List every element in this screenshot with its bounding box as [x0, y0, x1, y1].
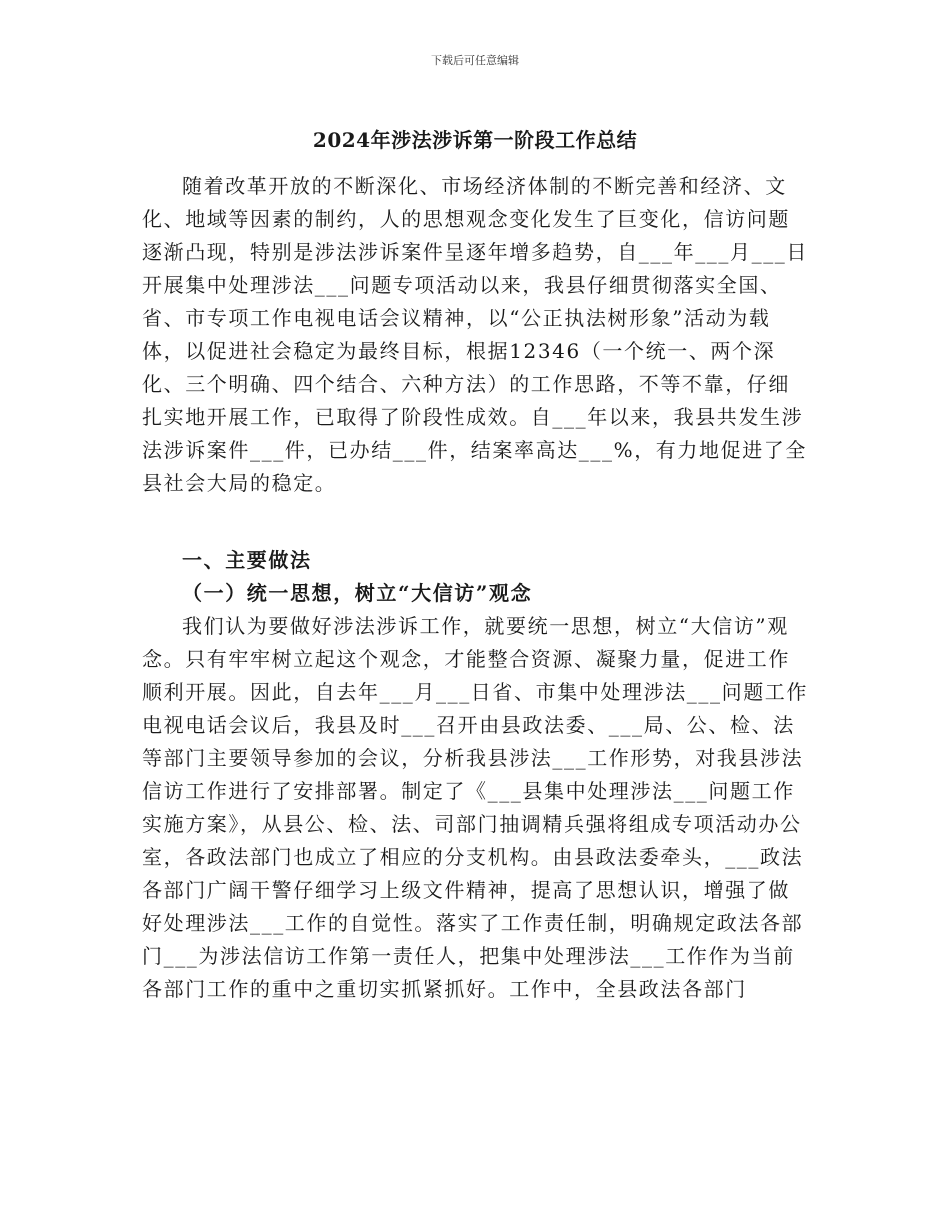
- subsection-body: [142, 610, 810, 1006]
- page-header-note: 下载后可任意编辑: [431, 54, 519, 67]
- section1-heading: 一、主要做法: [182, 548, 312, 572]
- subsection1-paragraph: 我们认为要做好涉法涉诉工作，就要统一思想，树立“大信访”观念。只有牢牢树立起这个观念，才能整合资源、凝聚力量，促进工作顺利开展。因此，自去年___月___日省、市集中处理涉法___问题工作电视电话会议后，我县及时___召开由县政法委、___局、公、检、法等部门主要领导参加的会议，分析我县涉法___工作形势，对我县涉法信访工作进行了安排部署。制定了《___县集中处理涉法___问题工作实施方案》，从县公、检、法、司部门抽调精兵强将组成专项活动办公室，各政法部门也成立了相应的分支机构。由县政法委牵头，___政法各部门广阔干警仔细学习上级文件精神，提高了思想认识，增强了做好处理涉法___工作的自觉性。落实了工作责任制，明确规定政法各部门___为涉法信访工作第一责任人，把集中处理涉法___工作作为当前各部门工作的重中之重切实抓紧抓好。工作中，全县政法各部门: [142, 614, 808, 1001]
- intro-paragraph: 随着改革开放的不断深化、市场经济体制的不断完善和经济、文化、地域等因素的制约，人的思想观念变化发生了巨变化，信访问题逐渐凸现，特别是涉法涉诉案件呈逐年增多趋势，自___年___月___日开展集中处理涉法___问题专项活动以来，我县仔细贯彻落实全国、省、市专项工作电视电话会议精神，以“公正执法树形象”活动为载体，以促进社会稳定为最终目标，根据12346（一个统一、两个深化、三个明确、四个结合、六种方法）的工作思路，不等不靠，仔细扎实地开展工作，已取得了阶段性成效。自___年以来，我县共发生涉法涉诉案件___件，已办结___件，结案率高达___%，有力地促进了全县社会大局的稳定。: [142, 174, 808, 495]
- subsection1-heading: （一）统一思想，树立“大信访”观念: [182, 581, 533, 605]
- subsection-heading: [142, 577, 810, 610]
- document-title: 2024年涉法涉诉第一阶段工作总结: [312, 128, 638, 152]
- section-heading: [142, 544, 810, 577]
- document-body: [142, 170, 810, 500]
